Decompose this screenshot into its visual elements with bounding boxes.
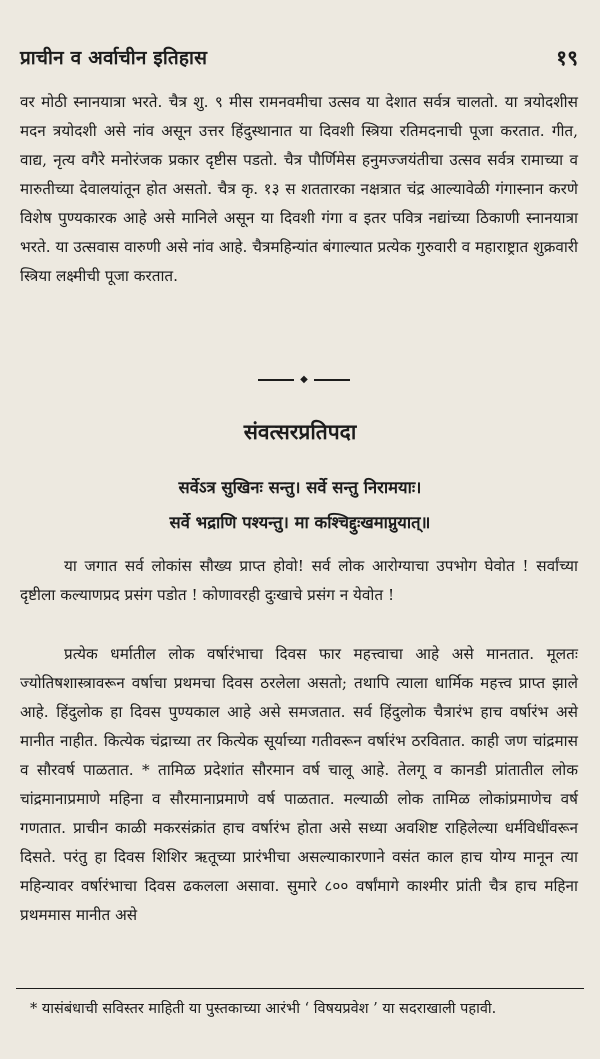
- footnote: * यासंबंधाची सविस्तर माहिती या पुस्तकाच्या आरंभी ‘ विषयप्रवेश ’ या सदराखाली पहावी.: [30, 1001, 497, 1017]
- footnote-divider: [16, 988, 584, 989]
- divider-center-glyph: ◆: [300, 374, 308, 385]
- book-title: प्राचीन व अर्वाचीन इतिहास: [20, 47, 208, 69]
- paragraph-verse-meaning: या जगात सर्व लोकांस सौख्य प्राप्त होवो! सर्व लोक आरोग्याचा उपभोग घेवोत ! सर्वांच्या दृष्टीला कल्याणप्रद प्रसंग पडोत ! कोणावरही दुःखाचे प्रसंग न येवोत !: [20, 557, 578, 604]
- paragraph-new-year: प्रत्येक धर्मातील लोक वर्षारंभाचा दिवस फार महत्त्वाचा आहे असे मानतात. मूलतः ज्योतिषशास्त्रावरून वर्षाचा प्रथमचा दिवस ठरलेला असतो; तथापि त्याला धार्मिक महत्त्व प्राप्त झाले आहे. हिंदुलोक हा दिवस पुण्यकाल आहे असे समजतात. सर्व हिंदुलोक चैत्रारंभ हाच वर्षारंभ असे मानीत नाहीत. कित्येक चंद्राच्या तर कित्येक सूर्याच्या गतीवरून वर्षारंभ ठरवितात. काही जण चांद्रमास व सौरवर्ष पाळतात. * तामिळ प्रदेशांत सौरमान वर्ष चालू आहे. तेलगू व कानडी प्रांतातील लोक चांद्रमानाप्रमाणे महिना व सौरमानाप्रमाणे वर्ष पाळतात. मल्याळी लोक तामिळ लोकांप्रमाणेच वर्ष गणतात. प्राचीन काळी मकरसंक्रांत हाच वर्षारंभ होता असे सध्या अवशिष्ट राहिलेल्या धर्मविधींवरून दिसते. परंतु हा दिवस शिशिर ऋतूच्या प्रारंभीचा असल्याकारणाने वसंत काल हाच योग्य मानून त्या महिन्यावर वर्षारंभाचा दिवस ढकलला असावा. सुमारे ८०० वर्षांमागे काश्मीर प्रांती चैत्र हाच महिना प्रथममास मानीत असे: [20, 645, 578, 924]
- page-number: १९: [556, 46, 578, 70]
- paragraph-chaitra-festivals: वर मोठी स्नानयात्रा भरते. चैत्र शु. ९ मीस रामनवमीचा उत्सव या देशात सर्वत्र चालतो. या त्रयोदशीस मदन त्रयोदशी असे नांव असून उत्तर हिंदुस्थानात या दिवशी स्त्रिया रतिमदनाची पूजा करतात. गीत, वाद्य, नृत्य वगैरे मनोरंजक प्रकार दृष्टीस पडतो. चैत्र पौर्णिमेस हनुमज्जयंतीचा उत्सव सर्वत्र रामाच्या व मारुतीच्या देवालयांतून होत असतो. चैत्र कृ. १३ स शततारका नक्षत्रात चंद्र आल्यावेळी गंगास्नान करणे विशेष पुण्यकारक आहे असे मानिले असून या दिवशी गंगा व इतर पवित्र नद्यांच्या ठिकाणी स्नानयात्रा भरते. या उत्सवास वारुणी असे नांव आहे. चैत्रमहिन्यांत बंगाल्यात प्रत्येक गुरुवारी व महाराष्ट्रात शुक्रवारी स्त्रिया लक्ष्मीची पूजा करतात.: [20, 93, 578, 285]
- divider-line-left: [258, 379, 294, 381]
- verse-line-1: सर्वेऽत्र सुखिनः सन्तु। सर्वे सन्तु निरामयाः।: [178, 478, 422, 497]
- section-divider-ornament: [258, 375, 350, 385]
- verse-line-2: सर्वे भद्राणि पश्यन्तु। मा कश्चिद्दुःखमाप्नुयात्॥: [169, 513, 431, 532]
- section-heading: संवत्सरप्रतिपदा: [243, 420, 357, 444]
- running-head: [20, 44, 578, 74]
- divider-line-right: [314, 379, 350, 381]
